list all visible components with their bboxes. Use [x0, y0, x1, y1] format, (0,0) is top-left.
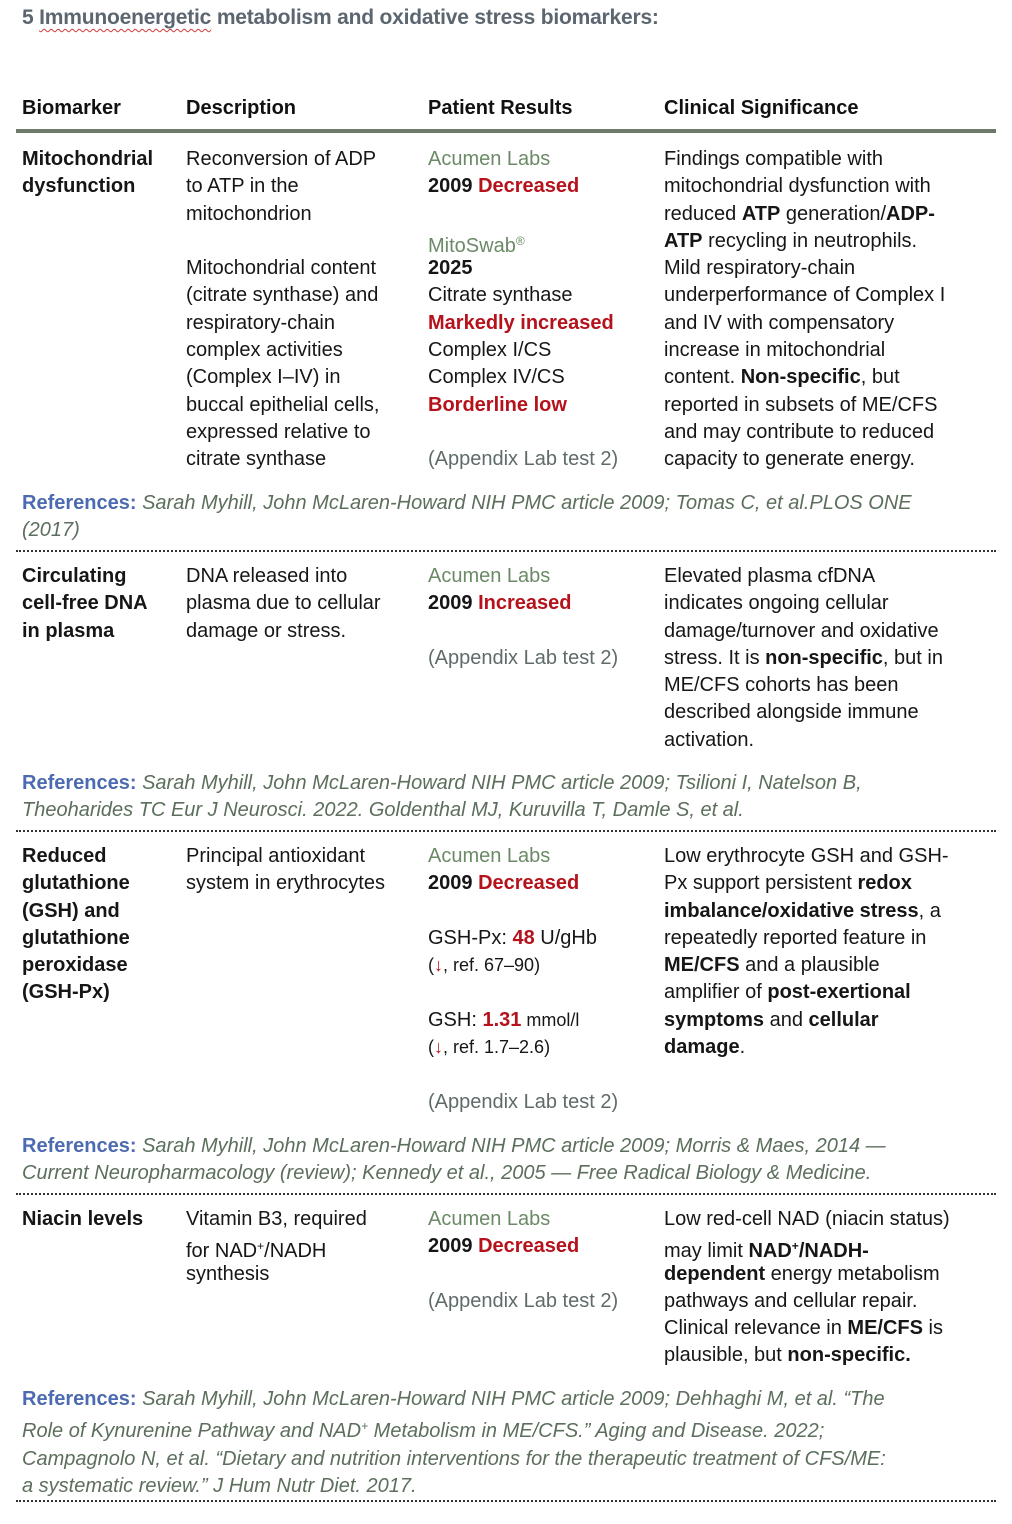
gshpx-value-line: GSH-Px: 48 U/gHb — [428, 926, 597, 949]
result-flag: Decreased — [478, 872, 580, 895]
title-rest: metabolism and oxidative stress biomarkers: — [216, 6, 659, 29]
row-divider — [16, 550, 996, 552]
arrow-down-icon: ↓ — [434, 1037, 443, 1058]
results-cfdna: Acumen Labs 2009 Increased (Appendix Lab test 2) — [428, 563, 618, 672]
biomarker-glutathione: Reduced glutathione (GSH) and glutathione peroxidase (GSH-Px) — [22, 845, 130, 1004]
references-glutathione: References: Sarah Myhill, John McLaren-Howard NIH PMC article 2009; Morris & Maes, 2014 — Current Neuropharmacology (review); Kennedy et al., 2005 — Free Radical Biology & Medicine. — [22, 1135, 886, 1185]
gsh-value: 1.31 — [482, 1008, 522, 1031]
page-title — [22, 6, 659, 30]
description-glutathione: Principal antioxidant system in erythrocytes — [186, 845, 385, 895]
result-flag: Borderline low — [428, 393, 567, 416]
column-header-clinical-significance: Clinical Significance — [664, 97, 859, 119]
significance-mitochondrial: Findings compatible with mitochondrial dysfunction with reduced ATP generation/ADP- ATP recycling in neutrophils. Mild respiratory-chain underperformance of Complex I and IV with compensatory increase in mitochondrial content. Non-specific, but reported in subsets of ME/CFS and may contribute to reduced capacity to generate energy. — [664, 148, 946, 471]
row-divider — [16, 1193, 996, 1195]
header-rule — [16, 129, 996, 133]
title-number: 5 — [22, 6, 34, 29]
appendix-note: (Appendix Lab test 2) — [428, 1090, 619, 1113]
biomarker-mitochondrial: Mitochondrial dysfunction — [22, 148, 154, 198]
significance-glutathione: Low erythrocyte GSH and GSH- Px support persistent redox imbalance/oxidative stress, a repeatedly reported feature in ME/CFS and a plausible amplifier of post-exertional symptoms and cellular damage. — [664, 845, 949, 1059]
references-label: References: — [22, 1388, 137, 1410]
column-header-patient-results: Patient Results — [428, 97, 573, 119]
references-label: References: — [22, 1135, 137, 1157]
results-glutathione: Acumen Labs 2009 Decreased GSH-Px: 48 U/gHb (↓, ref. 67–90) GSH: 1.31 mmol/l (↓, ref. 1.7–2.6) (Appendix Lab test 2) — [428, 843, 618, 1116]
description-niacin: Vitamin B3, required for NAD+/NADH synthesis — [186, 1208, 367, 1285]
references-mitochondrial: References: Sarah Myhill, John McLaren-Howard NIH PMC article 2009; Tomas C, et al.PLOS ONE (2017) — [22, 492, 912, 542]
lab-name-mitoswab: MitoSwab® — [428, 233, 525, 257]
lab-name: Acumen Labs — [428, 148, 551, 170]
biomarker-cfdna: Circulating cell-free DNA in plasma — [22, 565, 148, 642]
description-mitochondrial: Reconversion of ADP to ATP in the mitochondrion Mitochondrial content (citrate synthase) and respiratory-chain complex activities (Complex I–IV) in buccal epithelial cells, expressed relative to citrate synthase — [186, 148, 380, 471]
appendix-note: (Appendix Lab test 2) — [428, 1289, 619, 1312]
significance-niacin: Low red-cell NAD (niacin status) may limit NAD+/NADH- dependent energy metabolism pathways and cellular repair. Clinical relevance in ME/CFS is plausible, but non-specific. — [664, 1208, 950, 1367]
gshpx-value: 48 — [512, 926, 535, 949]
result-flag: Decreased — [478, 175, 580, 198]
result-flag: Decreased — [478, 1235, 580, 1258]
references-cfdna: References: Sarah Myhill, John McLaren-Howard NIH PMC article 2009; Tsilioni I, Natelson B, Theoharides TC Eur J Neurosci. 2022. Goldenthal MJ, Kuruvilla T, Damle S, et al. — [22, 772, 862, 822]
results-mitochondrial: Acumen Labs 2009 Decreased MitoSwab® 2025 Citrate synthase Markedly increased Complex I/CS Complex IV/CS Borderline low (Appendix Lab test 2) — [428, 146, 618, 474]
results-niacin: Acumen Labs 2009 Decreased (Appendix Lab test 2) — [428, 1206, 618, 1315]
appendix-note: (Appendix Lab test 2) — [428, 646, 619, 669]
references-niacin: References: Sarah Myhill, John McLaren-Howard NIH PMC article 2009; Dehhaghi M, et al. “The Role of Kynurenine Pathway and NAD+ Metabolism in ME/CFS.” Aging and Disease. 2022; Campagnolo N, et al. “Dietary and nutrition interventions for the therapeutic treatment of CFS/ME: a systematic review.” J Hum Nutr Diet. 2017. — [22, 1388, 886, 1497]
result-flag: Increased — [478, 592, 572, 615]
appendix-note: (Appendix Lab test 2) — [428, 448, 619, 471]
significance-cfdna: Elevated plasma cfDNA indicates ongoing cellular damage/turnover and oxidative stress. It is non-specific, but in ME/CFS cohorts has been described alongside immune activation. — [664, 565, 943, 751]
lab-name: Acumen Labs — [428, 1208, 551, 1230]
result-flag: Markedly increased — [428, 311, 614, 334]
column-header-description: Description — [186, 97, 297, 119]
lab-name: Acumen Labs — [428, 845, 551, 867]
arrow-down-icon: ↓ — [434, 955, 443, 976]
column-header-biomarker: Biomarker — [22, 97, 121, 119]
row-divider — [16, 830, 996, 832]
title-spellcheck-word: Immunoenergetic — [39, 6, 212, 29]
gsh-value-line: GSH: 1.31 mmol/l — [428, 1008, 580, 1031]
lab-name: Acumen Labs — [428, 565, 551, 587]
row-divider — [16, 1500, 996, 1502]
references-label: References: — [22, 492, 137, 514]
description-cfdna: DNA released into plasma due to cellular damage or stress. — [186, 565, 381, 642]
biomarker-niacin: Niacin levels — [22, 1208, 144, 1230]
references-label: References: — [22, 772, 137, 794]
